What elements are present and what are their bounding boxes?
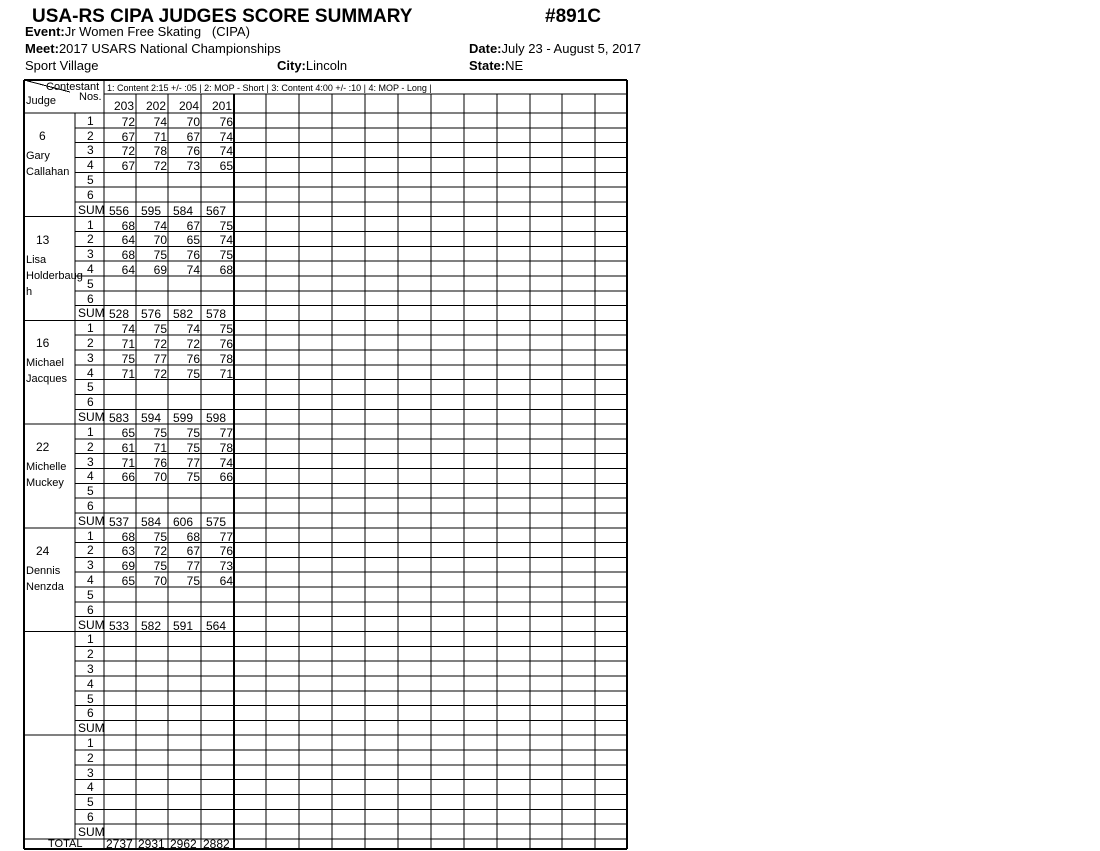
score-cell: 78 (153, 144, 167, 159)
score-cell: 72 (121, 144, 135, 159)
score-cell: 72 (186, 337, 200, 352)
row-number: 6 (87, 291, 94, 306)
sum-cell: 583 (109, 411, 130, 426)
score-cell: 78 (219, 351, 233, 366)
corner-judge: Judge (26, 95, 56, 107)
row-number: 4 (87, 158, 94, 173)
score-cell: 74 (219, 233, 233, 248)
row-number: 6 (87, 498, 94, 513)
row-number: 6 (87, 706, 94, 721)
row-number: 1 (87, 113, 94, 128)
score-cell: 63 (121, 544, 135, 559)
contestant-number: 203 (113, 99, 134, 113)
row-number: 5 (87, 276, 94, 291)
judge-number: 13 (36, 232, 50, 247)
row-number: 1 (87, 217, 94, 232)
score-cell: 74 (219, 129, 233, 144)
contestant-number: 202 (145, 99, 166, 113)
score-cell: 74 (186, 322, 200, 337)
score-cell: 68 (121, 218, 135, 233)
score-cell: 78 (219, 440, 233, 455)
score-cell: 75 (186, 470, 200, 485)
score-cell: 65 (186, 233, 200, 248)
row-number: 6 (87, 810, 94, 825)
sum-cell: 564 (206, 618, 227, 633)
judge-name: Nenzda (26, 580, 64, 593)
row-number: 2 (87, 750, 94, 765)
judge-number: 16 (36, 336, 50, 351)
score-cell: 75 (219, 218, 233, 233)
row-number: 5 (87, 173, 94, 188)
corner-contestant: Contestant (46, 81, 100, 93)
score-cell: 72 (121, 114, 135, 129)
score-cell: 67 (186, 544, 200, 559)
row-number: 4 (87, 573, 94, 588)
row-number: 2 (87, 128, 94, 143)
score-cell: 76 (219, 544, 233, 559)
score-cell: 67 (186, 218, 200, 233)
sum-label: SUM (78, 306, 105, 321)
row-number: 6 (87, 395, 94, 410)
judge-name: Muckey (26, 477, 64, 490)
row-number: 3 (87, 661, 94, 676)
judge-name: Holderbaug (26, 269, 83, 282)
sum-label: SUM (78, 617, 105, 632)
score-cell: 76 (186, 248, 200, 263)
row-number: 1 (87, 321, 94, 336)
score-cell: 75 (219, 322, 233, 337)
sum-cell: 598 (206, 411, 227, 426)
sum-cell: 599 (173, 411, 194, 426)
score-cell: 72 (153, 159, 167, 174)
score-cell: 77 (186, 559, 200, 574)
date-label: Date: (469, 41, 502, 56)
row-number: 2 (87, 336, 94, 351)
venue: Sport Village (25, 58, 99, 73)
score-cell: 71 (121, 455, 135, 470)
score-cell: 72 (153, 366, 167, 381)
row-number: 1 (87, 424, 94, 439)
score-cell: 64 (219, 574, 233, 589)
score-cell: 65 (121, 574, 135, 589)
score-cell: 65 (219, 159, 233, 174)
score-cell: 75 (186, 574, 200, 589)
date-value: July 23 - August 5, 2017 (501, 41, 641, 56)
row-number: 4 (87, 780, 94, 795)
contestant-number: 204 (178, 99, 199, 113)
sum-cell: 582 (141, 618, 162, 633)
row-number: 2 (87, 543, 94, 558)
row-number: 3 (87, 765, 94, 780)
total-cell: 2882 (203, 837, 230, 851)
judge-name: Jacques (26, 373, 67, 386)
sum-cell: 582 (173, 307, 194, 322)
score-cell: 70 (186, 114, 200, 129)
row-number: 4 (87, 365, 94, 380)
sum-cell: 576 (141, 307, 162, 322)
row-number: 6 (87, 187, 94, 202)
row-number: 1 (87, 632, 94, 647)
score-cell: 69 (153, 262, 167, 277)
score-cell: 74 (219, 144, 233, 159)
score-cell: 73 (186, 159, 200, 174)
sum-cell: 556 (109, 203, 130, 218)
judge-name: Callahan (26, 166, 70, 178)
sum-cell: 567 (206, 203, 227, 218)
judge-name: Michelle (26, 461, 67, 474)
score-cell: 66 (219, 470, 233, 485)
score-cell: 77 (219, 529, 233, 544)
sum-cell: 575 (206, 514, 227, 529)
scoring-legend: 1: Content 2:15 +/- :05 | 2: MOP - Short | 3: Content 4:00 +/- :10 | 4: MOP - Long | (107, 83, 432, 93)
sum-cell: 537 (109, 514, 130, 529)
score-cell: 71 (121, 337, 135, 352)
meet-value: 2017 USARS National Championships (58, 41, 281, 56)
row-number: 5 (87, 484, 94, 499)
score-cell: 75 (153, 425, 167, 440)
sum-cell: 533 (109, 618, 130, 633)
score-cell: 65 (121, 425, 135, 440)
score-cell: 71 (121, 366, 135, 381)
score-cell: 67 (121, 159, 135, 174)
total-cell: 2962 (170, 837, 197, 851)
score-cell: 74 (121, 322, 135, 337)
row-number: 5 (87, 691, 94, 706)
row-number: 2 (87, 439, 94, 454)
row-number: 5 (87, 795, 94, 810)
sum-label: SUM (78, 721, 105, 736)
row-number: 1 (87, 528, 94, 543)
total-label: TOTAL (48, 838, 83, 850)
report-title: USA-RS CIPA JUDGES SCORE SUMMARY (32, 6, 413, 27)
sum-cell: 584 (173, 203, 194, 218)
judge-name: Lisa (26, 253, 47, 266)
row-number: 4 (87, 676, 94, 691)
score-cell: 74 (153, 114, 167, 129)
score-cell: 68 (186, 529, 200, 544)
judge-name: Gary (26, 150, 50, 162)
total-cell: 2931 (138, 837, 165, 851)
row-number: 3 (87, 143, 94, 158)
score-cell: 69 (121, 559, 135, 574)
row-number: 3 (87, 350, 94, 365)
score-cell: 75 (219, 248, 233, 263)
row-number: 1 (87, 736, 94, 750)
score-cell: 74 (153, 218, 167, 233)
score-cell: 77 (219, 425, 233, 440)
score-cell: 75 (153, 529, 167, 544)
score-cell: 67 (186, 129, 200, 144)
score-cell: 64 (121, 233, 135, 248)
score-cell: 70 (153, 470, 167, 485)
row-number: 2 (87, 647, 94, 662)
score-cell: 75 (186, 425, 200, 440)
score-cell: 77 (153, 351, 167, 366)
score-cell: 68 (121, 529, 135, 544)
state-label: State: (469, 58, 506, 73)
meet-label: Meet: (25, 41, 59, 56)
score-cell: 67 (121, 129, 135, 144)
score-cell: 76 (186, 351, 200, 366)
event-value: Jr Women Free Skating (CIPA) (64, 24, 250, 39)
judge-number: 24 (36, 543, 50, 558)
score-cell: 71 (219, 366, 233, 381)
score-cell: 76 (186, 144, 200, 159)
score-cell: 64 (121, 262, 135, 277)
contestant-number: 201 (211, 99, 232, 113)
score-cell: 76 (153, 455, 167, 470)
score-cell: 75 (186, 366, 200, 381)
judge-number: 22 (36, 440, 50, 455)
row-number: 3 (87, 454, 94, 469)
judge-name: Michael (26, 357, 64, 370)
row-number: 3 (87, 558, 94, 573)
score-cell: 76 (219, 114, 233, 129)
sum-cell: 528 (109, 307, 130, 322)
score-cell: 70 (153, 574, 167, 589)
score-cell: 68 (121, 248, 135, 263)
row-number: 5 (87, 380, 94, 395)
score-cell: 75 (186, 440, 200, 455)
row-number: 3 (87, 247, 94, 262)
judge-name: Dennis (26, 564, 61, 577)
score-cell: 71 (153, 129, 167, 144)
score-cell: 75 (121, 351, 135, 366)
score-cell: 61 (121, 440, 135, 455)
score-cell: 68 (219, 262, 233, 277)
city-value: Lincoln (305, 58, 348, 73)
form-number: #891C (545, 6, 601, 27)
score-cell: 76 (219, 337, 233, 352)
row-number: 4 (87, 261, 94, 276)
score-cell: 70 (153, 233, 167, 248)
sum-cell: 584 (141, 514, 162, 529)
sum-label: SUM (78, 824, 105, 839)
sum-label: SUM (78, 202, 105, 217)
score-cell: 75 (153, 248, 167, 263)
score-cell: 66 (121, 470, 135, 485)
sum-cell: 594 (141, 411, 162, 426)
row-number: 2 (87, 232, 94, 247)
score-cell: 73 (219, 559, 233, 574)
event-label: Event: (25, 24, 65, 39)
judge-number: 6 (39, 129, 46, 143)
score-cell: 71 (153, 440, 167, 455)
row-number: 5 (87, 587, 94, 602)
score-cell: 72 (153, 544, 167, 559)
score-cell: 77 (186, 455, 200, 470)
score-cell: 75 (153, 559, 167, 574)
sum-cell: 606 (173, 514, 194, 529)
row-number: 6 (87, 602, 94, 617)
sum-label: SUM (78, 410, 105, 425)
row-number: 4 (87, 469, 94, 484)
score-cell: 74 (219, 455, 233, 470)
state-value: NE (505, 58, 524, 73)
sum-cell: 578 (206, 307, 227, 322)
total-cell: 2737 (106, 837, 133, 851)
city-label: City: (277, 58, 306, 73)
judge-name: h (26, 285, 33, 298)
sum-cell: 595 (141, 203, 162, 218)
sum-cell: 591 (173, 618, 194, 633)
score-cell: 75 (153, 322, 167, 337)
sum-label: SUM (78, 513, 105, 528)
score-cell: 74 (186, 262, 200, 277)
corner-nos: Nos. (79, 91, 102, 103)
score-cell: 72 (153, 337, 167, 352)
